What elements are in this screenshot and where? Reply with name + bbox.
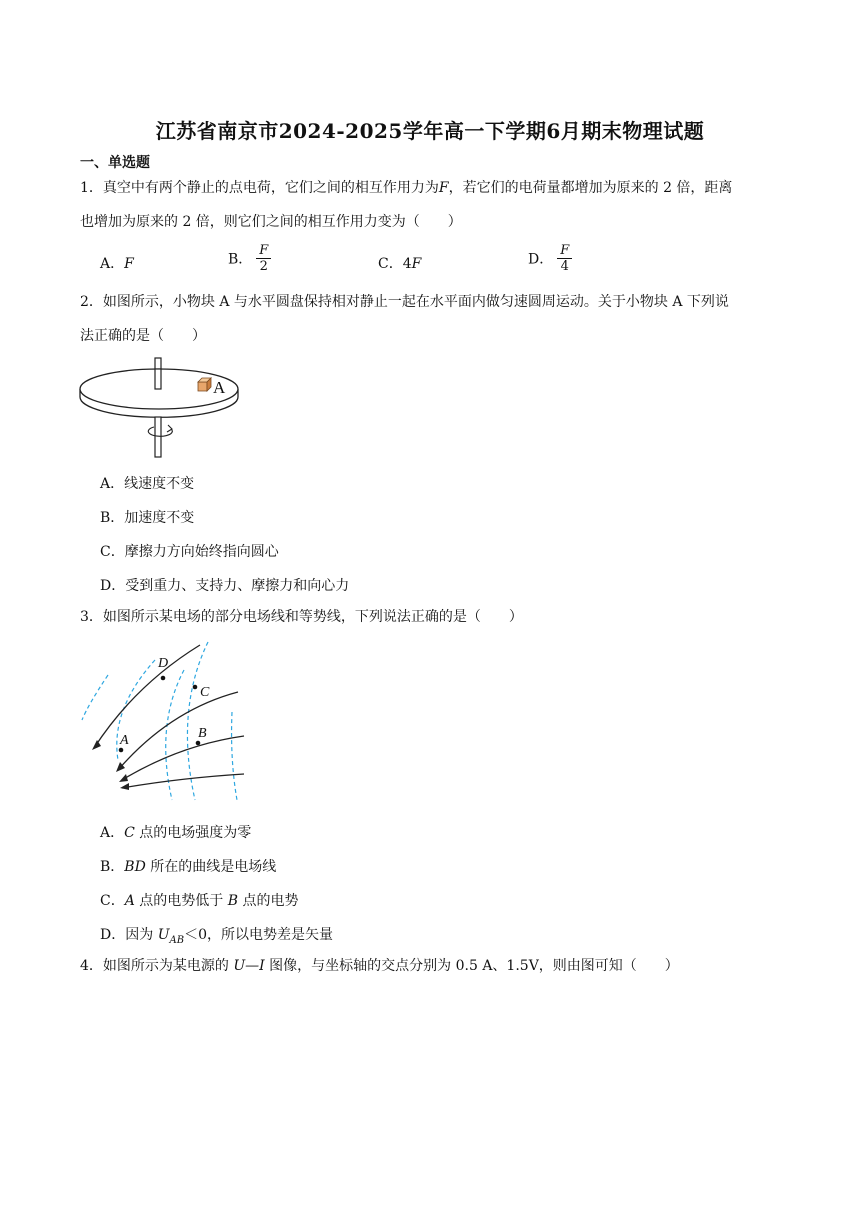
- fraction-numerator: F: [256, 243, 271, 259]
- point-a: [119, 748, 124, 753]
- option-text: 线速度不变: [124, 476, 195, 492]
- option-label: D．: [528, 251, 554, 268]
- q3-option-b: [100, 856, 276, 876]
- label-b: B: [198, 726, 207, 741]
- q2-option-a: [100, 473, 194, 493]
- option-label: A．: [100, 825, 125, 841]
- q1-text-a: 1．真空中有两个静止的点电荷，它们之间的相互作用力为: [80, 180, 439, 196]
- q4-text-a: 4．如图所示为某电源的: [80, 958, 234, 974]
- q1-option-b: [228, 243, 271, 274]
- rotating-disk-figure: [76, 355, 246, 460]
- equipotential-line: [82, 675, 108, 720]
- shaft-bottom: [155, 417, 161, 457]
- option-text: 点的电势低于: [134, 893, 228, 909]
- q1-var-F: F: [438, 180, 449, 196]
- question-2-line-1: 2．如图所示，小物块 A 与水平圆盘保持相对静止一起在水平面内做匀速圆周运动。关于小物块 A 下列说: [80, 294, 729, 310]
- block-a: [198, 378, 211, 391]
- point-d: [161, 676, 166, 681]
- option-prefix: 因为: [125, 927, 158, 943]
- option-subscript: AB: [169, 934, 185, 946]
- field-line: [118, 692, 238, 770]
- q2-option-b: [100, 507, 194, 527]
- question-1-line-2: 也增加为原来的 2 倍，则它们之间的相互作用力变为（ ）: [80, 214, 462, 230]
- point-b: [196, 741, 201, 746]
- option-var: A: [124, 893, 135, 909]
- field-line: [122, 736, 244, 780]
- option-text: 点的电场强度为零: [134, 825, 252, 841]
- option-text: 受到重力、支持力、摩擦力和向心力: [125, 578, 350, 594]
- q3-option-d: [100, 924, 333, 946]
- option-label: A．: [100, 256, 125, 272]
- option-label: A．: [100, 476, 125, 492]
- field-line: [122, 774, 244, 788]
- option-text: F: [411, 256, 422, 272]
- q1-option-d: [528, 243, 572, 274]
- option-text: 所在的曲线是电场线: [145, 859, 277, 875]
- option-label: B．: [100, 510, 125, 526]
- option-text: ＜0，所以电势差是矢量: [184, 927, 333, 943]
- question-3-line-1: 3．如图所示某电场的部分电场线和等势线，下列说法正确的是（ ）: [80, 609, 523, 625]
- question-4-line-1: [80, 956, 679, 976]
- label-c: C: [200, 685, 210, 700]
- field-lines: [94, 645, 244, 788]
- fraction-numerator: F: [557, 243, 572, 259]
- fraction-denominator: 2: [259, 259, 268, 274]
- fraction: [557, 243, 572, 274]
- option-label: C．: [100, 544, 125, 560]
- q2-option-d: [100, 575, 349, 595]
- page-title: 江苏省南京市2024-2025学年高一下学期6月期末物理试题: [155, 119, 705, 143]
- option-label: B．: [100, 859, 125, 875]
- option-label: D．: [100, 927, 126, 943]
- question-2-line-2: 法正确的是（ ）: [80, 328, 206, 344]
- arrowhead: [120, 783, 129, 790]
- section-heading: 一、单选题: [80, 155, 150, 171]
- option-var-2: B: [227, 893, 239, 909]
- point-c: [193, 685, 198, 690]
- option-label: D．: [100, 578, 126, 594]
- fraction-denominator: 4: [560, 259, 569, 274]
- fraction: [256, 243, 271, 274]
- label-a: A: [120, 733, 129, 748]
- q1-option-a: [100, 253, 134, 273]
- option-var: U: [157, 927, 170, 943]
- shaft-through: [155, 369, 161, 389]
- equipotential-line: [187, 642, 208, 800]
- option-text: 摩擦力方向始终指向圆心: [124, 544, 279, 560]
- option-label: B．: [228, 251, 253, 268]
- option-label: C．: [378, 256, 403, 272]
- q4-text-b: 图像，与坐标轴的交点分别为 0.5 A、1.5V，则由图可知（ ）: [264, 958, 679, 974]
- q2-option-c: [100, 541, 279, 561]
- option-coefficient: 4: [402, 256, 412, 272]
- rotation-arrowhead: [167, 425, 172, 432]
- q1-option-c: [378, 253, 421, 273]
- option-text-2: 点的电势: [238, 893, 299, 909]
- option-label: C．: [100, 893, 125, 909]
- q1-text-b: ，若它们的电荷量都增加为原来的 2 倍，距离: [448, 180, 733, 196]
- option-text: F: [124, 256, 134, 272]
- arrowhead: [92, 740, 101, 750]
- arrowhead: [119, 774, 128, 782]
- option-var: C: [124, 825, 135, 841]
- block-label: A: [213, 378, 226, 397]
- option-text: 加速度不变: [124, 510, 195, 526]
- question-1-line-1: [80, 178, 732, 198]
- q3-option-c: [100, 890, 299, 910]
- electric-field-figure: [80, 640, 255, 805]
- q4-var-ui: U—I: [233, 958, 265, 974]
- equipotential-line: [232, 712, 237, 800]
- option-var: BD: [124, 859, 146, 875]
- q3-option-a: [100, 822, 251, 842]
- label-d: D: [158, 656, 169, 671]
- field-line: [94, 645, 200, 748]
